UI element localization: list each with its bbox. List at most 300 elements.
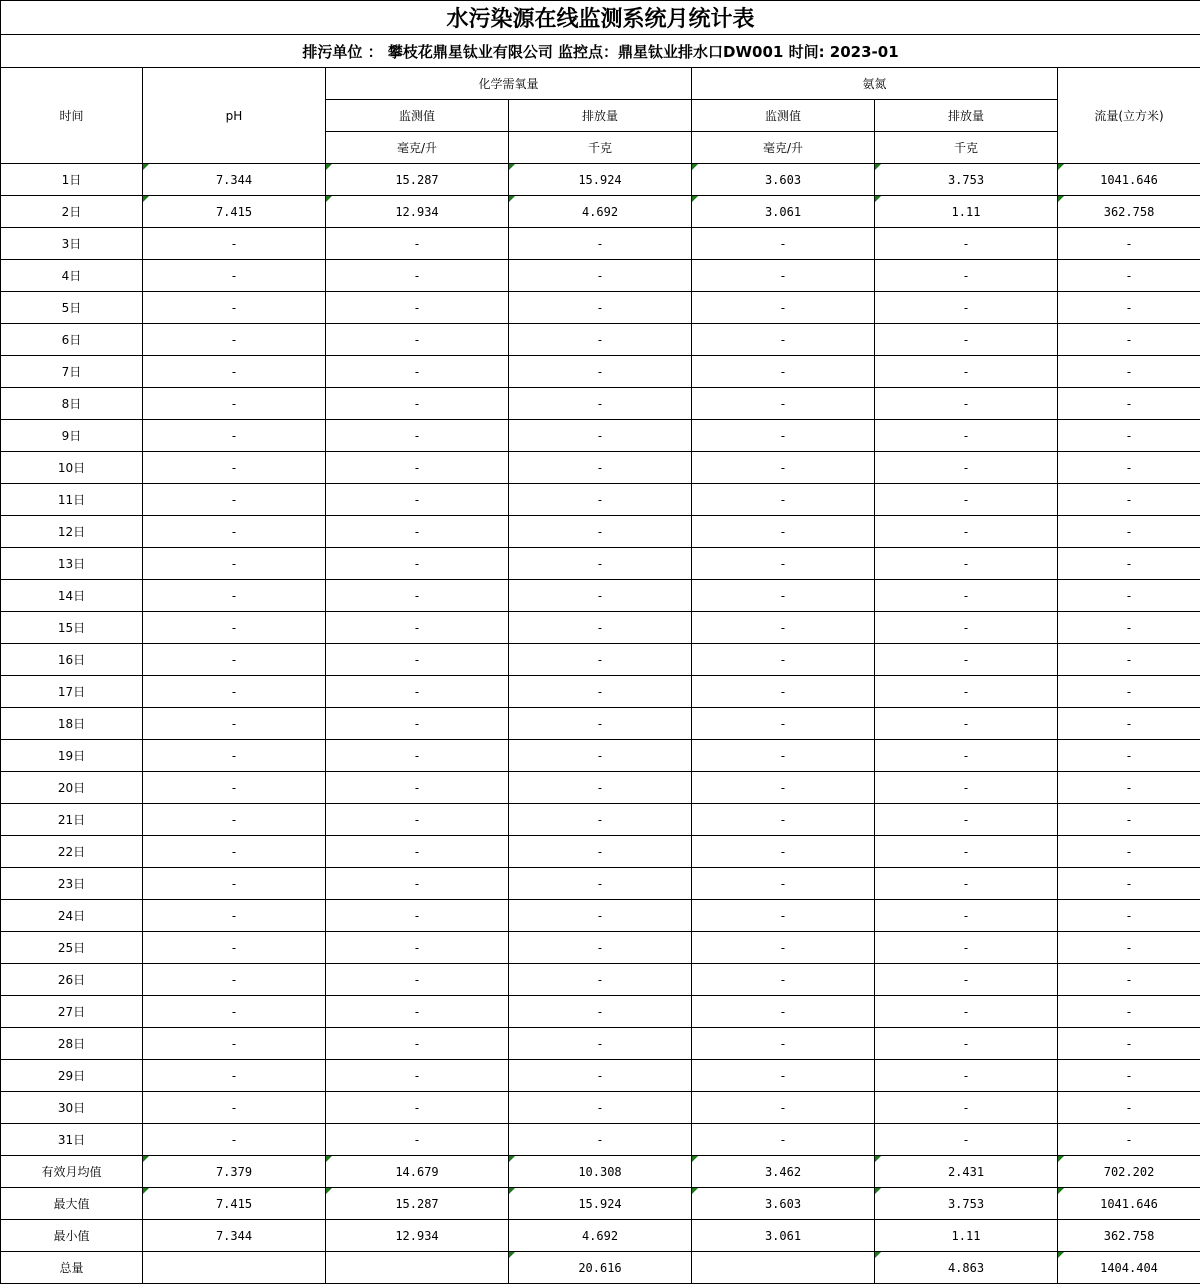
nh3-discharge-cell: - bbox=[875, 292, 1058, 324]
cell-note-marker bbox=[692, 164, 698, 170]
nh3-measured-cell: - bbox=[692, 1028, 875, 1060]
table-row bbox=[1, 836, 1200, 868]
nh3-measured-cell: - bbox=[692, 356, 875, 388]
nh3-discharge-cell: - bbox=[875, 1028, 1058, 1060]
nh3-discharge-cell: - bbox=[875, 996, 1058, 1028]
nh3-measured-cell: - bbox=[692, 1060, 875, 1092]
table-row bbox=[1, 772, 1200, 804]
cod-discharge-cell: - bbox=[509, 804, 692, 836]
nh3-discharge-cell: - bbox=[875, 260, 1058, 292]
header-cod-discharge: 排放量 bbox=[509, 100, 692, 132]
day-cell: 24日 bbox=[1, 900, 143, 932]
ph-cell: 7.415 bbox=[143, 1188, 326, 1220]
day-cell: 最大值 bbox=[1, 1188, 143, 1220]
summary-row bbox=[1, 1156, 1200, 1188]
nh3-discharge-cell: - bbox=[875, 420, 1058, 452]
table-row bbox=[1, 900, 1200, 932]
cod-discharge-cell: - bbox=[509, 1092, 692, 1124]
cod-measured-cell bbox=[326, 1252, 509, 1284]
cod-discharge-cell: - bbox=[509, 324, 692, 356]
cod-measured-cell: - bbox=[326, 772, 509, 804]
nh3-discharge-cell: - bbox=[875, 1060, 1058, 1092]
day-cell: 23日 bbox=[1, 868, 143, 900]
ph-cell: 7.379 bbox=[143, 1156, 326, 1188]
table-row bbox=[1, 1060, 1200, 1092]
table-row bbox=[1, 740, 1200, 772]
nh3-measured-cell: - bbox=[692, 1124, 875, 1156]
flow-cell: - bbox=[1058, 324, 1200, 356]
nh3-discharge-cell: - bbox=[875, 1092, 1058, 1124]
day-cell: 21日 bbox=[1, 804, 143, 836]
cod-measured-cell: - bbox=[326, 1124, 509, 1156]
table-row bbox=[1, 804, 1200, 836]
ph-cell: 7.344 bbox=[143, 1220, 326, 1252]
ph-cell: - bbox=[143, 1124, 326, 1156]
nh3-measured-cell: - bbox=[692, 1092, 875, 1124]
table-row bbox=[1, 644, 1200, 676]
table-row bbox=[1, 196, 1200, 228]
cell-note-marker bbox=[509, 1252, 515, 1258]
day-cell: 15日 bbox=[1, 612, 143, 644]
nh3-discharge-cell: 1.11 bbox=[875, 1220, 1058, 1252]
day-cell: 28日 bbox=[1, 1028, 143, 1060]
table-row bbox=[1, 708, 1200, 740]
flow-cell: 1041.646 bbox=[1058, 164, 1200, 196]
cod-measured-cell: - bbox=[326, 964, 509, 996]
header-nh3-discharge: 排放量 bbox=[875, 100, 1058, 132]
day-cell: 26日 bbox=[1, 964, 143, 996]
nh3-measured-cell: - bbox=[692, 708, 875, 740]
nh3-measured-cell: - bbox=[692, 964, 875, 996]
ph-cell: - bbox=[143, 388, 326, 420]
flow-cell: - bbox=[1058, 772, 1200, 804]
ph-cell: - bbox=[143, 260, 326, 292]
nh3-discharge-cell: - bbox=[875, 740, 1058, 772]
day-cell: 11日 bbox=[1, 484, 143, 516]
cod-measured-cell: - bbox=[326, 292, 509, 324]
cod-discharge-cell: - bbox=[509, 516, 692, 548]
nh3-measured-cell: - bbox=[692, 388, 875, 420]
ph-cell: - bbox=[143, 740, 326, 772]
cod-discharge-cell: - bbox=[509, 644, 692, 676]
nh3-discharge-cell: 3.753 bbox=[875, 1188, 1058, 1220]
nh3-discharge-cell: - bbox=[875, 580, 1058, 612]
cod-measured-cell: - bbox=[326, 548, 509, 580]
day-cell: 总量 bbox=[1, 1252, 143, 1284]
cod-discharge-cell: - bbox=[509, 484, 692, 516]
cod-discharge-cell: - bbox=[509, 676, 692, 708]
ph-cell: - bbox=[143, 868, 326, 900]
nh3-discharge-cell: - bbox=[875, 900, 1058, 932]
cod-measured-cell: - bbox=[326, 1092, 509, 1124]
nh3-measured-cell: - bbox=[692, 260, 875, 292]
nh3-discharge-cell: - bbox=[875, 452, 1058, 484]
cod-measured-cell: 14.679 bbox=[326, 1156, 509, 1188]
nh3-measured-cell: 3.603 bbox=[692, 164, 875, 196]
nh3-discharge-cell: - bbox=[875, 612, 1058, 644]
unit-nh3-discharge: 千克 bbox=[875, 132, 1058, 164]
cod-discharge-cell: - bbox=[509, 292, 692, 324]
nh3-measured-cell: 3.603 bbox=[692, 1188, 875, 1220]
table-row bbox=[1, 932, 1200, 964]
flow-cell: 1041.646 bbox=[1058, 1188, 1200, 1220]
cod-measured-cell: - bbox=[326, 804, 509, 836]
nh3-measured-cell: - bbox=[692, 996, 875, 1028]
flow-cell: - bbox=[1058, 1124, 1200, 1156]
ph-cell: - bbox=[143, 612, 326, 644]
table-row bbox=[1, 164, 1200, 196]
nh3-discharge-cell: - bbox=[875, 708, 1058, 740]
nh3-discharge-cell: - bbox=[875, 804, 1058, 836]
header-ph: pH bbox=[143, 68, 326, 164]
ph-cell: - bbox=[143, 964, 326, 996]
table-row bbox=[1, 420, 1200, 452]
nh3-discharge-cell: - bbox=[875, 356, 1058, 388]
cell-note-marker bbox=[1058, 1252, 1064, 1258]
flow-cell: - bbox=[1058, 1060, 1200, 1092]
cod-discharge-cell: - bbox=[509, 548, 692, 580]
day-cell: 17日 bbox=[1, 676, 143, 708]
cod-discharge-cell: - bbox=[509, 1028, 692, 1060]
nh3-measured-cell: - bbox=[692, 452, 875, 484]
nh3-discharge-cell: - bbox=[875, 676, 1058, 708]
report-subtitle: 排污单位 ： 攀枝花鼎星钛业有限公司 监控点：鼎星钛业排水口DW001 时间: 2023-01 bbox=[1, 35, 1200, 68]
ph-cell: - bbox=[143, 1092, 326, 1124]
nh3-measured-cell: - bbox=[692, 676, 875, 708]
cod-measured-cell: - bbox=[326, 996, 509, 1028]
cod-discharge-cell: - bbox=[509, 772, 692, 804]
cod-discharge-cell: - bbox=[509, 708, 692, 740]
nh3-measured-cell: 3.061 bbox=[692, 196, 875, 228]
cod-discharge-cell: 4.692 bbox=[509, 196, 692, 228]
flow-cell: - bbox=[1058, 868, 1200, 900]
cell-note-marker bbox=[875, 164, 881, 170]
nh3-discharge-cell: - bbox=[875, 516, 1058, 548]
cod-measured-cell: - bbox=[326, 388, 509, 420]
cod-discharge-cell: - bbox=[509, 356, 692, 388]
cell-note-marker bbox=[509, 1156, 515, 1162]
cod-measured-cell: 15.287 bbox=[326, 164, 509, 196]
table-row bbox=[1, 260, 1200, 292]
unit-cod-measured: 毫克/升 bbox=[326, 132, 509, 164]
flow-cell: 362.758 bbox=[1058, 196, 1200, 228]
nh3-measured-cell: - bbox=[692, 900, 875, 932]
header-flow: 流量(立方米) bbox=[1058, 68, 1200, 164]
cod-discharge-cell: - bbox=[509, 868, 692, 900]
flow-cell: - bbox=[1058, 612, 1200, 644]
cod-discharge-cell: - bbox=[509, 1060, 692, 1092]
summary-row bbox=[1, 1188, 1200, 1220]
flow-cell: - bbox=[1058, 932, 1200, 964]
ph-cell: - bbox=[143, 580, 326, 612]
nh3-measured-cell: - bbox=[692, 644, 875, 676]
cell-note-marker bbox=[692, 1156, 698, 1162]
cell-note-marker bbox=[692, 1188, 698, 1194]
cod-measured-cell: - bbox=[326, 228, 509, 260]
cod-discharge-cell: 15.924 bbox=[509, 1188, 692, 1220]
table-row bbox=[1, 868, 1200, 900]
cod-discharge-cell: - bbox=[509, 900, 692, 932]
cell-note-marker bbox=[875, 196, 881, 202]
nh3-measured-cell: - bbox=[692, 804, 875, 836]
flow-cell: - bbox=[1058, 804, 1200, 836]
flow-cell: - bbox=[1058, 644, 1200, 676]
cod-measured-cell: 12.934 bbox=[326, 1220, 509, 1252]
cell-note-marker bbox=[1058, 164, 1064, 170]
flow-cell: - bbox=[1058, 420, 1200, 452]
cod-discharge-cell: - bbox=[509, 228, 692, 260]
cod-discharge-cell: - bbox=[509, 740, 692, 772]
cod-measured-cell: - bbox=[326, 452, 509, 484]
ph-cell: - bbox=[143, 836, 326, 868]
nh3-discharge-cell: - bbox=[875, 324, 1058, 356]
cod-measured-cell: - bbox=[326, 356, 509, 388]
cod-measured-cell: - bbox=[326, 740, 509, 772]
cod-measured-cell: - bbox=[326, 580, 509, 612]
cod-discharge-cell: - bbox=[509, 836, 692, 868]
table-row bbox=[1, 516, 1200, 548]
ph-cell: - bbox=[143, 932, 326, 964]
nh3-discharge-cell: 4.863 bbox=[875, 1252, 1058, 1284]
day-cell: 4日 bbox=[1, 260, 143, 292]
cod-measured-cell: - bbox=[326, 420, 509, 452]
cod-measured-cell: - bbox=[326, 644, 509, 676]
table-row bbox=[1, 452, 1200, 484]
flow-cell: 362.758 bbox=[1058, 1220, 1200, 1252]
flow-cell: - bbox=[1058, 516, 1200, 548]
unit-cod-discharge: 千克 bbox=[509, 132, 692, 164]
cod-discharge-cell: 15.924 bbox=[509, 164, 692, 196]
cod-measured-cell: - bbox=[326, 324, 509, 356]
nh3-measured-cell: - bbox=[692, 324, 875, 356]
ph-cell: - bbox=[143, 644, 326, 676]
flow-cell: - bbox=[1058, 676, 1200, 708]
ph-cell: - bbox=[143, 228, 326, 260]
summary-row bbox=[1, 1220, 1200, 1252]
ph-cell: - bbox=[143, 900, 326, 932]
flow-cell: - bbox=[1058, 484, 1200, 516]
day-cell: 1日 bbox=[1, 164, 143, 196]
flow-cell: - bbox=[1058, 580, 1200, 612]
nh3-measured-cell: - bbox=[692, 228, 875, 260]
cod-discharge-cell: - bbox=[509, 1124, 692, 1156]
table-row bbox=[1, 324, 1200, 356]
ph-cell: - bbox=[143, 1060, 326, 1092]
nh3-discharge-cell: - bbox=[875, 548, 1058, 580]
table-row bbox=[1, 1124, 1200, 1156]
nh3-measured-cell: - bbox=[692, 612, 875, 644]
nh3-measured-cell: 3.061 bbox=[692, 1220, 875, 1252]
nh3-measured-cell: - bbox=[692, 548, 875, 580]
day-cell: 9日 bbox=[1, 420, 143, 452]
cell-note-marker bbox=[875, 1156, 881, 1162]
cod-discharge-cell: - bbox=[509, 964, 692, 996]
nh3-discharge-cell: - bbox=[875, 228, 1058, 260]
flow-cell: - bbox=[1058, 996, 1200, 1028]
flow-cell: - bbox=[1058, 452, 1200, 484]
nh3-measured-cell: - bbox=[692, 740, 875, 772]
table-row bbox=[1, 548, 1200, 580]
cell-note-marker bbox=[692, 196, 698, 202]
day-cell: 12日 bbox=[1, 516, 143, 548]
ph-cell: - bbox=[143, 548, 326, 580]
cod-discharge-cell: 10.308 bbox=[509, 1156, 692, 1188]
nh3-discharge-cell: - bbox=[875, 644, 1058, 676]
day-cell: 30日 bbox=[1, 1092, 143, 1124]
flow-cell: - bbox=[1058, 548, 1200, 580]
nh3-discharge-cell: 2.431 bbox=[875, 1156, 1058, 1188]
nh3-measured-cell: - bbox=[692, 292, 875, 324]
cod-measured-cell: - bbox=[326, 484, 509, 516]
table-row bbox=[1, 580, 1200, 612]
table-row bbox=[1, 612, 1200, 644]
cell-note-marker bbox=[509, 196, 515, 202]
table-row bbox=[1, 1028, 1200, 1060]
day-cell: 7日 bbox=[1, 356, 143, 388]
ph-cell: - bbox=[143, 452, 326, 484]
nh3-measured-cell: - bbox=[692, 580, 875, 612]
ph-cell: - bbox=[143, 804, 326, 836]
flow-cell: - bbox=[1058, 1028, 1200, 1060]
cod-discharge-cell: - bbox=[509, 260, 692, 292]
cell-note-marker bbox=[1058, 196, 1064, 202]
ph-cell: 7.415 bbox=[143, 196, 326, 228]
header-cod: 化学需氧量 bbox=[326, 68, 692, 100]
day-cell: 27日 bbox=[1, 996, 143, 1028]
ph-cell: - bbox=[143, 484, 326, 516]
header-cod-measured: 监测值 bbox=[326, 100, 509, 132]
cod-measured-cell: - bbox=[326, 1060, 509, 1092]
ph-cell: - bbox=[143, 356, 326, 388]
cell-note-marker bbox=[1058, 1188, 1064, 1194]
table-row bbox=[1, 292, 1200, 324]
nh3-measured-cell: - bbox=[692, 836, 875, 868]
cell-note-marker bbox=[326, 1156, 332, 1162]
cod-measured-cell: 15.287 bbox=[326, 1188, 509, 1220]
nh3-discharge-cell: - bbox=[875, 932, 1058, 964]
cell-note-marker bbox=[509, 1188, 515, 1194]
ph-cell: - bbox=[143, 708, 326, 740]
cell-note-marker bbox=[326, 1188, 332, 1194]
day-cell: 2日 bbox=[1, 196, 143, 228]
nh3-measured-cell: - bbox=[692, 516, 875, 548]
day-cell: 31日 bbox=[1, 1124, 143, 1156]
nh3-discharge-cell: - bbox=[875, 964, 1058, 996]
day-cell: 18日 bbox=[1, 708, 143, 740]
nh3-discharge-cell: - bbox=[875, 388, 1058, 420]
nh3-measured-cell: 3.462 bbox=[692, 1156, 875, 1188]
flow-cell: 702.202 bbox=[1058, 1156, 1200, 1188]
nh3-discharge-cell: 3.753 bbox=[875, 164, 1058, 196]
flow-cell: - bbox=[1058, 388, 1200, 420]
flow-cell: - bbox=[1058, 228, 1200, 260]
nh3-discharge-cell: - bbox=[875, 1124, 1058, 1156]
cell-note-marker bbox=[875, 1188, 881, 1194]
summary-row bbox=[1, 1252, 1200, 1284]
day-cell: 8日 bbox=[1, 388, 143, 420]
day-cell: 16日 bbox=[1, 644, 143, 676]
cod-measured-cell: - bbox=[326, 708, 509, 740]
ph-cell: 7.344 bbox=[143, 164, 326, 196]
day-cell: 14日 bbox=[1, 580, 143, 612]
flow-cell: 1404.404 bbox=[1058, 1252, 1200, 1284]
cod-discharge-cell: - bbox=[509, 452, 692, 484]
flow-cell: - bbox=[1058, 292, 1200, 324]
table-row bbox=[1, 228, 1200, 260]
cod-measured-cell: - bbox=[326, 260, 509, 292]
cod-measured-cell: - bbox=[326, 932, 509, 964]
cod-discharge-cell: - bbox=[509, 612, 692, 644]
cell-note-marker bbox=[143, 196, 149, 202]
flow-cell: - bbox=[1058, 1092, 1200, 1124]
cell-note-marker bbox=[326, 196, 332, 202]
ph-cell: - bbox=[143, 996, 326, 1028]
nh3-measured-cell: - bbox=[692, 772, 875, 804]
ph-cell: - bbox=[143, 324, 326, 356]
cod-discharge-cell: 4.692 bbox=[509, 1220, 692, 1252]
cod-measured-cell: - bbox=[326, 900, 509, 932]
header-nh3-measured: 监测值 bbox=[692, 100, 875, 132]
day-cell: 13日 bbox=[1, 548, 143, 580]
cod-measured-cell: - bbox=[326, 676, 509, 708]
nh3-discharge-cell: - bbox=[875, 868, 1058, 900]
table-row bbox=[1, 356, 1200, 388]
cell-note-marker bbox=[143, 1156, 149, 1162]
cod-measured-cell: - bbox=[326, 1028, 509, 1060]
cod-discharge-cell: - bbox=[509, 420, 692, 452]
ph-cell: - bbox=[143, 292, 326, 324]
day-cell: 22日 bbox=[1, 836, 143, 868]
flow-cell: - bbox=[1058, 740, 1200, 772]
day-cell: 20日 bbox=[1, 772, 143, 804]
ph-cell: - bbox=[143, 676, 326, 708]
nh3-measured-cell: - bbox=[692, 420, 875, 452]
nh3-discharge-cell: - bbox=[875, 836, 1058, 868]
cod-measured-cell: - bbox=[326, 836, 509, 868]
cod-discharge-cell: - bbox=[509, 388, 692, 420]
ph-cell: - bbox=[143, 420, 326, 452]
nh3-measured-cell bbox=[692, 1252, 875, 1284]
cell-note-marker bbox=[509, 164, 515, 170]
table-row bbox=[1, 996, 1200, 1028]
day-cell: 5日 bbox=[1, 292, 143, 324]
flow-cell: - bbox=[1058, 260, 1200, 292]
ph-cell: - bbox=[143, 516, 326, 548]
flow-cell: - bbox=[1058, 356, 1200, 388]
cell-note-marker bbox=[1058, 1156, 1064, 1162]
header-time: 时间 bbox=[1, 68, 143, 164]
nh3-discharge-cell: - bbox=[875, 772, 1058, 804]
header-nh3: 氨氮 bbox=[692, 68, 1058, 100]
nh3-measured-cell: - bbox=[692, 484, 875, 516]
cod-discharge-cell: - bbox=[509, 996, 692, 1028]
day-cell: 19日 bbox=[1, 740, 143, 772]
day-cell: 10日 bbox=[1, 452, 143, 484]
cod-discharge-cell: 20.616 bbox=[509, 1252, 692, 1284]
ph-cell: - bbox=[143, 772, 326, 804]
day-cell: 6日 bbox=[1, 324, 143, 356]
nh3-measured-cell: - bbox=[692, 932, 875, 964]
day-cell: 25日 bbox=[1, 932, 143, 964]
flow-cell: - bbox=[1058, 964, 1200, 996]
table-row bbox=[1, 676, 1200, 708]
cod-measured-cell: - bbox=[326, 612, 509, 644]
report-title: 水污染源在线监测系统月统计表 bbox=[1, 1, 1200, 35]
table-row bbox=[1, 388, 1200, 420]
nh3-measured-cell: - bbox=[692, 868, 875, 900]
flow-cell: - bbox=[1058, 708, 1200, 740]
nh3-discharge-cell: - bbox=[875, 484, 1058, 516]
